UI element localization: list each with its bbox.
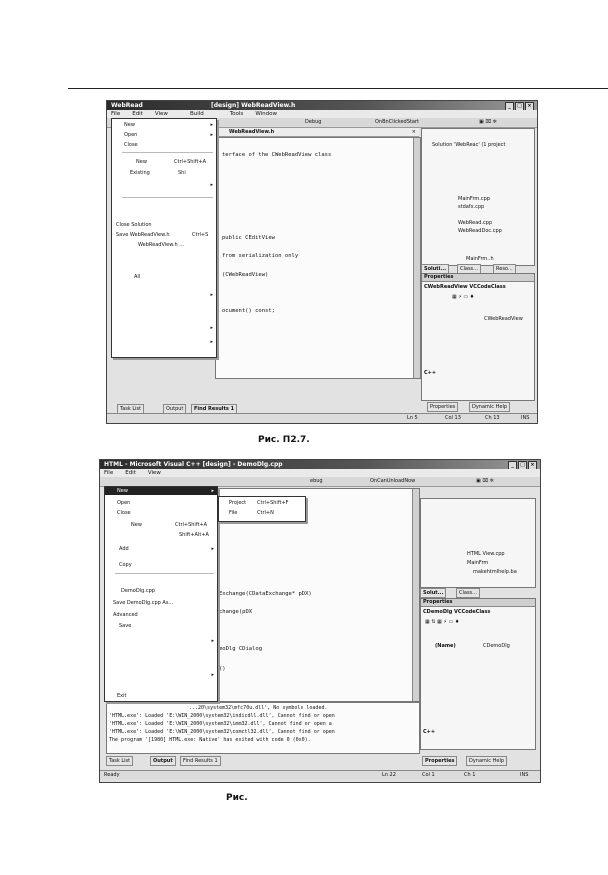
window-title: HTML - Microsoft Visual C++ [design] - DemoDlg.cpp [104,461,283,468]
menu-item-close-solution[interactable]: Close Solution [116,222,152,228]
solution-item[interactable]: MainFrm..h [466,256,494,262]
output-pane[interactable] [106,702,420,754]
title-bar [100,460,540,469]
output-line: The program '[1980] HTML.exe: Native' has exited with code 0 (0x0). [109,737,311,743]
tab-task-list[interactable]: Task List [106,756,133,766]
submenu-item-file[interactable]: File Ctrl+N [229,510,274,516]
config-select[interactable]: ebug [310,478,323,484]
properties-lang: C++ [423,729,436,735]
code-line: () [219,666,226,672]
editor-scrollbar[interactable] [412,489,419,701]
menu-bar [100,469,540,477]
solution-tab-row [420,588,534,596]
maximize-icon[interactable]: □ [515,102,524,111]
title-bar [107,101,537,110]
menu-edit[interactable]: Edit [125,470,136,476]
menu-item-save[interactable]: Save [119,623,132,629]
menu-item-advanced[interactable]: Advanced [113,612,138,618]
figure-1-caption: Рис. П2.7. [258,435,310,445]
minimize-icon[interactable]: _ [508,461,517,470]
menu-edit[interactable]: Edit [132,111,143,117]
code-line: (CWebReadView) [222,272,269,278]
maximize-icon[interactable]: □ [518,461,527,470]
file-menu [104,486,218,702]
tab-solution[interactable]: Soluti... [421,264,449,274]
solution-tab-row [421,264,533,272]
output-line: ...20\system32\mfc70u.dll', No symbols loaded. [189,705,328,711]
properties-name-value: CDemoDlg [483,643,510,649]
menu-item-open[interactable]: Open ▸ [124,132,213,138]
solution-explorer [421,128,535,266]
status-bar [100,770,540,780]
menu-item-submenu[interactable]: ▸ [211,672,214,678]
tab-find-results[interactable]: Find Results 1 [191,404,237,414]
solution-explorer [420,498,536,588]
properties-panel [420,598,536,750]
tab-dynamic-help[interactable]: Dynamic Help [469,402,510,412]
solution-item[interactable]: stdafx.cpp [458,204,485,210]
menu-item-submenu[interactable]: ▸ [210,292,213,298]
editor-tab[interactable]: WebReadView.h [229,129,275,135]
menu-item-blank[interactable]: ▸ [210,182,213,188]
properties-header: Properties [422,274,534,282]
window-title-design: [design] WebReadView.h [211,102,296,109]
status-ch: Ch 13 [485,415,500,421]
menu-item-submenu[interactable]: ▸ [211,638,214,644]
code-editor[interactable] [215,137,421,379]
tab-dynamic-help[interactable]: Dynamic Help [466,756,507,766]
code-line: Exchange(CDataExchange* pDX) [219,591,312,597]
menu-item-close[interactable]: Close [124,142,138,148]
menu-item-close[interactable]: Close [117,510,131,516]
menu-item-save-as[interactable]: WebReadView.h ... [138,242,184,248]
properties-toolbar[interactable]: ▦ ⇅ ▦ ⚡ ▭ ♦ [425,619,460,625]
output-line: 'HTML.exe': Loaded 'E:\WIN_2000\system32\comctl32.dll', Cannot find or open [109,729,335,735]
menu-item-add-existing[interactable]: Shift+Alt+A [179,532,209,538]
tab-properties[interactable]: Properties [422,756,457,766]
menu-build[interactable]: Build [189,111,204,117]
code-line: moDlg CDialog [219,646,263,652]
submenu-item-project[interactable]: Project Ctrl+Shift+F [229,500,289,506]
figure-2-caption: Рис. [226,793,248,803]
solution-item[interactable]: makehtmlhelp.ba [473,569,517,575]
menu-item-demodlg[interactable]: DemoDlg.cpp [121,588,155,594]
page-rule [68,88,608,89]
status-bar [107,413,537,423]
menu-bar [107,110,537,118]
figure-1-screenshot [106,100,538,424]
method-select[interactable]: OnCanUnloadNow [370,478,416,484]
solution-item[interactable]: WebRead.cpp [458,220,493,226]
editor-scrollbar[interactable] [413,138,420,378]
close-tab-icon[interactable]: × [411,129,416,135]
properties-header: Properties [421,599,535,607]
close-icon[interactable]: × [528,461,537,470]
code-line: ocument() const; [222,308,275,314]
properties-name-label: (Name) [435,643,456,649]
properties-object-select[interactable]: CWebReadView VCCodeClass [424,284,506,290]
menu-item-new-project[interactable]: New Ctrl+Shift+A [136,159,207,165]
tab-output[interactable]: Output [150,756,176,766]
menu-window[interactable]: Window [255,111,277,117]
file-menu [111,118,217,358]
status-ready: Ready [104,772,120,778]
minimize-icon[interactable]: _ [505,102,514,111]
properties-value: CWebReadView [484,316,523,322]
solution-item[interactable]: HTML View.cpp [467,551,505,557]
menu-item-add[interactable]: Add ▸ [119,546,214,552]
menu-item-copy[interactable]: Copy [119,562,132,568]
solution-item[interactable]: MainFrm.cpp [458,196,490,202]
properties-toolbar[interactable]: ▦ ⚡ ▭ ♦ [452,294,475,300]
method-select[interactable]: OnBnClickedStart [375,119,419,125]
properties-panel [421,273,535,401]
status-col: Col 1 [422,772,435,778]
menu-item-open[interactable]: Open [117,500,131,506]
menu-file[interactable]: File [111,111,121,117]
new-submenu [218,496,306,522]
toolbar-icons[interactable]: ▣ ⌧ ✲ [476,478,494,484]
menu-item-new[interactable]: New ▸ [124,122,213,128]
tab-find-results[interactable]: Find Results 1 [180,756,221,766]
output-line: 'HTML.exe': Loaded 'E:\WIN_2000\system32\indicdll.dll', Cannot find or open [109,713,335,719]
code-line: public CEditView [222,235,275,241]
properties-object-select[interactable]: CDemoDlg VCCodeClass [423,609,491,615]
editor-tab-bar [215,128,419,137]
config-select[interactable]: Debug [305,119,322,125]
tab-task-list[interactable]: Task List [117,404,144,414]
status-ins: INS [521,415,530,421]
tab-properties[interactable]: Properties [427,402,458,412]
properties-lang: C++ [424,370,437,376]
status-ch: Ch 1 [464,772,476,778]
menu-item-save[interactable]: Save WebReadView.h Ctrl+S [116,232,209,238]
figure-2-screenshot [99,459,541,783]
menu-file[interactable]: File [104,470,114,476]
menu-item-submenu[interactable]: ▸ [210,339,213,345]
solution-item[interactable]: Solution 'WebReac' (1 project [432,142,506,148]
menu-tools[interactable]: Tools [229,111,244,117]
solution-item[interactable]: WebReadDoc.cpp [458,228,502,234]
close-icon[interactable]: × [525,102,534,111]
status-line: Ln 22 [382,772,396,778]
menu-item-new[interactable]: New ▸ [105,487,217,495]
menu-view[interactable]: View [147,470,161,476]
status-col: Col 13 [445,415,461,421]
tab-resource[interactable]: Reso... [493,264,516,274]
code-line: from serialization only [222,253,299,259]
output-line: 'HTML.exe': Loaded 'E:\WIN_2000\system32\imm32.dll', Cannot find or open a [109,721,332,727]
window-title: WebRead [111,102,143,109]
menu-view[interactable]: View [154,111,168,117]
tab-output[interactable]: Output [163,404,186,414]
menu-item-submenu[interactable]: ▸ [210,325,213,331]
menu-item-exit[interactable]: Exit [117,693,127,699]
menu-item-save-as[interactable]: Save DemoDlg.cpp As... [113,600,174,606]
menu-item-save-all[interactable]: All [134,274,141,280]
menu-item-existing[interactable]: Existing Shi [130,170,186,176]
tab-solution[interactable]: Solut... [420,588,446,598]
status-ins: INS [520,772,529,778]
code-line: change(pDX [219,609,253,615]
status-line: Ln 5 [407,415,418,421]
tab-class[interactable]: Class... [456,588,480,598]
tab-class[interactable]: Class... [457,264,481,274]
menu-item-new-project[interactable]: New Ctrl+Shift+A [131,522,208,528]
toolbar-icons[interactable]: ▣ ⌧ ✲ [479,119,497,125]
solution-item[interactable]: MainFrm [467,560,489,566]
code-line: terface of the CWebReadView class [222,152,332,158]
